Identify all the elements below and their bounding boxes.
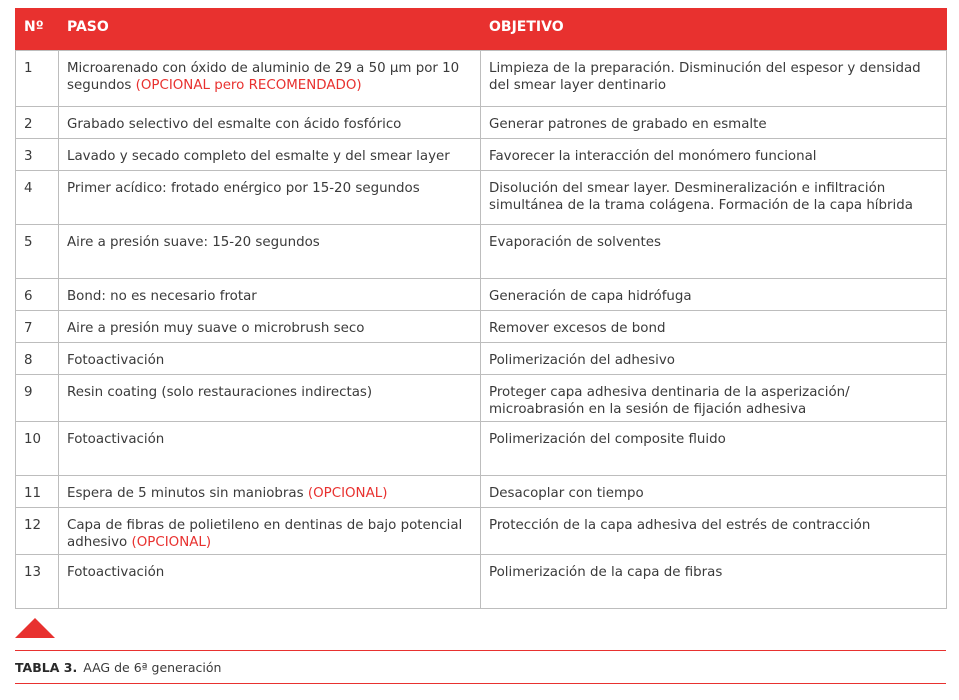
- row-step: [59, 225, 481, 279]
- triangle-marker-icon: [15, 618, 55, 638]
- row-number: 11: [16, 476, 59, 508]
- row-step: [59, 508, 481, 555]
- row-number: 3: [16, 139, 59, 171]
- row-number: 12: [16, 508, 59, 555]
- row-objective: Protección de la capa adhesiva del estrés de contracción: [481, 508, 947, 555]
- step-text: Bond: no es necesario frotar: [67, 289, 257, 304]
- optional-note: (OPCIONAL pero RECOMENDADO): [135, 78, 362, 93]
- row-number: 6: [16, 279, 59, 311]
- row-number: 4: [16, 171, 59, 225]
- step-text: Espera de 5 minutos sin maniobras: [67, 486, 304, 501]
- row-objective: Evaporación de solventes: [481, 225, 947, 279]
- table-body: [16, 51, 947, 609]
- caption-text: AAG de 6ª generación: [83, 660, 222, 675]
- row-objective: Limpieza de la preparación. Disminución del espesor y densidad del smear layer dentinario: [481, 51, 947, 107]
- row-step: [59, 476, 481, 508]
- table-row: [16, 311, 947, 343]
- step-text: Grabado selectivo del esmalte con ácido fosfórico: [67, 117, 402, 132]
- row-objective: Proteger capa adhesiva dentinaria de la asperización/ microabrasión en la sesión de fijación adhesiva: [481, 375, 947, 422]
- row-objective: Remover excesos de bond: [481, 311, 947, 343]
- row-number: 5: [16, 225, 59, 279]
- row-step: [59, 279, 481, 311]
- step-text: Fotoactivación: [67, 353, 165, 368]
- step-text: Aire a presión suave: 15-20 segundos: [67, 235, 320, 250]
- table-caption: [15, 660, 221, 675]
- optional-note: (OPCIONAL): [307, 486, 388, 501]
- row-number: 13: [16, 555, 59, 609]
- step-text: Capa de fibras de polietileno en dentinas de bajo potencial adhesivo: [67, 518, 463, 550]
- table-row: [16, 476, 947, 508]
- table-row: [16, 225, 947, 279]
- row-number: 7: [16, 311, 59, 343]
- row-step: [59, 555, 481, 609]
- row-step: [59, 171, 481, 225]
- row-step: [59, 51, 481, 107]
- table-row: [16, 51, 947, 107]
- row-number: 8: [16, 343, 59, 375]
- step-text: Aire a presión muy suave o microbrush seco: [67, 321, 365, 336]
- row-objective: Generar patrones de grabado en esmalte: [481, 107, 947, 139]
- header-objective: OBJETIVO: [481, 9, 947, 51]
- caption-rule-top: [15, 650, 946, 651]
- row-number: 2: [16, 107, 59, 139]
- header-step: PASO: [59, 9, 481, 51]
- row-objective: Polimerización del adhesivo: [481, 343, 947, 375]
- optional-note: (OPCIONAL): [131, 535, 212, 550]
- table-row: [16, 555, 947, 609]
- table-row: [16, 279, 947, 311]
- table-row: [16, 139, 947, 171]
- row-number: 1: [16, 51, 59, 107]
- table-header-row: [16, 9, 947, 51]
- table-row: [16, 343, 947, 375]
- table-row: [16, 508, 947, 555]
- table-row: [16, 107, 947, 139]
- row-number: 10: [16, 422, 59, 476]
- row-objective: Favorecer la interacción del monómero funcional: [481, 139, 947, 171]
- step-text: Microarenado con óxido de aluminio de 29 a 50 µm por 10 segundos: [67, 61, 460, 93]
- row-objective: Polimerización del composite fluido: [481, 422, 947, 476]
- row-step: [59, 139, 481, 171]
- step-text: Fotoactivación: [67, 565, 165, 580]
- row-step: [59, 343, 481, 375]
- caption-label: TABLA 3.: [15, 660, 78, 675]
- row-step: [59, 107, 481, 139]
- row-objective: Desacoplar con tiempo: [481, 476, 947, 508]
- step-text: Lavado y secado completo del esmalte y del smear layer: [67, 149, 450, 164]
- row-number: 9: [16, 375, 59, 422]
- header-number: Nº: [16, 9, 59, 51]
- table-row: [16, 375, 947, 422]
- table-row: [16, 422, 947, 476]
- table-row: [16, 171, 947, 225]
- step-text: Resin coating (solo restauraciones indirectas): [67, 385, 373, 400]
- row-step: [59, 422, 481, 476]
- protocol-table: [15, 8, 947, 609]
- row-step: [59, 375, 481, 422]
- row-objective: Generación de capa hidrófuga: [481, 279, 947, 311]
- caption-rule-bottom: [15, 683, 946, 684]
- row-step: [59, 311, 481, 343]
- step-text: Primer acídico: frotado enérgico por 15-20 segundos: [67, 181, 420, 196]
- step-text: Fotoactivación: [67, 432, 165, 447]
- row-objective: Polimerización de la capa de fibras: [481, 555, 947, 609]
- row-objective: Disolución del smear layer. Desmineralización e infiltración simultánea de la trama colágena. Formación de la capa híbrida: [481, 171, 947, 225]
